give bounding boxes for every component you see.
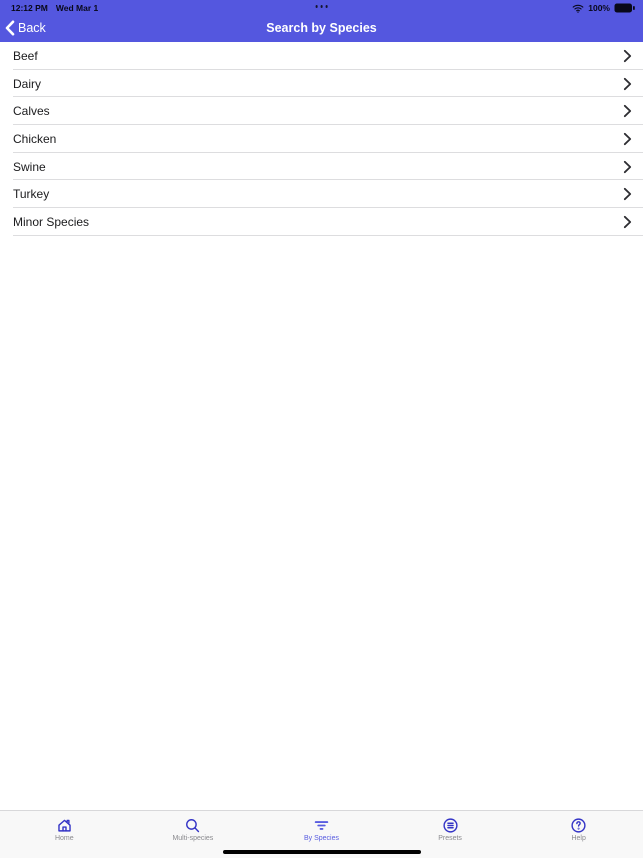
- species-row-label: Minor Species: [13, 214, 90, 229]
- species-row-label: Calves: [13, 104, 50, 119]
- chevron-right-icon: [623, 49, 632, 63]
- species-row-calves[interactable]: [0, 97, 643, 125]
- status-bar: [0, 0, 643, 14]
- species-row-chicken[interactable]: [0, 125, 643, 153]
- tab-label: Multi-species: [172, 835, 214, 842]
- wifi-icon: [572, 4, 584, 13]
- species-row-beef[interactable]: [0, 42, 643, 70]
- status-activity-dots-icon: [315, 5, 328, 8]
- back-button[interactable]: [5, 14, 46, 42]
- tab-label: Help: [571, 835, 586, 842]
- row-separator: [13, 235, 643, 236]
- tab-label: By Species: [303, 835, 339, 842]
- status-time-date: [11, 1, 98, 13]
- species-row-label: Dairy: [13, 76, 42, 91]
- home-icon: [56, 816, 73, 834]
- species-list: [0, 42, 643, 236]
- species-row-label: Turkey: [13, 187, 50, 202]
- tab-home[interactable]: [0, 811, 129, 858]
- chevron-right-icon: [623, 104, 632, 118]
- chevron-right-icon: [623, 187, 632, 201]
- species-row-label: Chicken: [13, 131, 57, 146]
- tab-label: Presets: [438, 835, 462, 842]
- status-date: Wed Mar 1: [55, 3, 99, 13]
- species-row-label: Beef: [13, 48, 38, 63]
- species-row-swine[interactable]: [0, 153, 643, 181]
- home-indicator[interactable]: [223, 850, 421, 855]
- nav-bar: [0, 14, 643, 42]
- filter-lines-icon: [313, 816, 330, 834]
- species-row-label: Swine: [13, 159, 46, 174]
- question-circle-icon: [570, 816, 587, 834]
- search-icon: [184, 816, 201, 834]
- tab-label: Home: [54, 835, 74, 842]
- species-row-dairy[interactable]: [0, 70, 643, 98]
- battery-icon: [614, 3, 635, 13]
- species-row-turkey[interactable]: [0, 180, 643, 208]
- chevron-right-icon: [623, 215, 632, 229]
- chevron-right-icon: [623, 77, 632, 91]
- status-time: 12:12 PM: [11, 3, 48, 13]
- chevron-right-icon: [623, 160, 632, 174]
- tab-help[interactable]: [514, 811, 643, 858]
- status-indicators: [572, 1, 635, 13]
- species-row-minor-species[interactable]: [0, 208, 643, 236]
- back-chevron-icon: [5, 20, 15, 36]
- back-label: Back: [18, 21, 46, 35]
- battery-percentage: 100%: [588, 3, 610, 13]
- chevron-right-icon: [623, 132, 632, 146]
- page-title: Search by Species: [266, 21, 377, 35]
- list-circle-icon: [442, 816, 459, 834]
- header: [0, 0, 643, 42]
